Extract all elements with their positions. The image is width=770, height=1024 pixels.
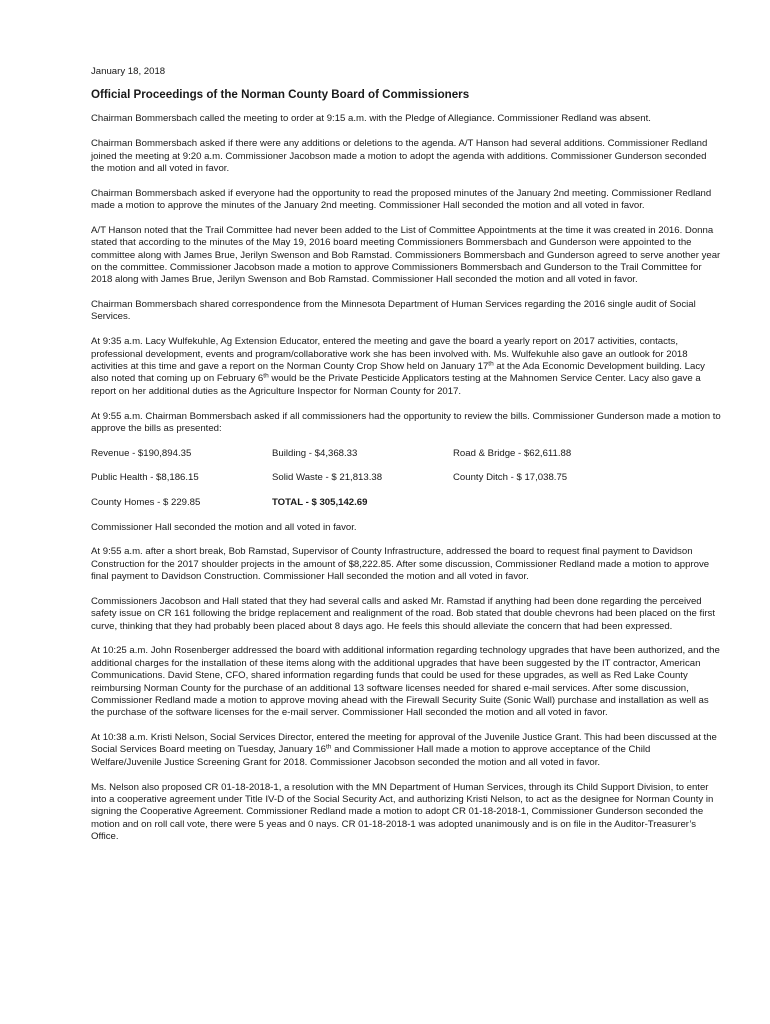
paragraph-technology: At 10:25 a.m. John Rosenberger addressed the board with additional information regarding technology upgrades that have been authorized, and the additional charges for the installation of these items along with the additional upgrades that have been suggested by the IT contractor, American Communications. David Stene, CFO, shared information regarding funds that could be used for these upgrades, as well as Red Lake County reimbursing Norman County for the purchase of an additional 13 software licenses needed for shared e-mail services. After some discussion, Commissioner Redland made a motion to approve moving ahead with the Firewall Security Suite (Sonic Wall) purchase and installation as well as the purchase of the software licenses for the e-mail server. Commissioner Hall seconded the motion and all voted in favor. bbox=[91, 645, 720, 719]
paragraph-juvenile-justice-part1: At 10:38 a.m. Kristi Nelson, Social Services Director, entered the meeting for approval of the Juvenile Justice Grant. This had been discussed at the Social Services Board meeting on Tuesday, January 16 bbox=[91, 732, 717, 756]
ordinal-suffix: th bbox=[326, 743, 332, 751]
paragraph-trail-committee: A/T Hanson noted that the Trail Committee had never been added to the List of Committee Appointments at the time it was created in 2016. Donna stated that according to the minutes of the May 19, 2016 board meeting Commissioners Bommersbach and Gunderson were appointed to the committee along with James Brue, Jerilyn Swenson and Bob Ramstad. Commissioners Bommersbach and Gunderson agreed to serve another year on the committee. Commissioner Jacobson made a motion to approve Commissioners Bommersbach and Gunderson to the Trail Committee for 2018 along with James Brue, Jerilyn Swenson and Bob Ramstad. Commissioner Hall seconded the motion and all voted in favor. bbox=[91, 224, 721, 286]
document-date: January 18, 2018 bbox=[91, 66, 166, 77]
bill-item: Revenue - $190,894.35 bbox=[91, 447, 192, 459]
bill-item: Solid Waste - $ 21,813.38 bbox=[272, 472, 383, 484]
paragraph-bills-intro: At 9:55 a.m. Chairman Bommersbach asked if all commissioners had the opportunity to review the bills. Commissioner Gunderson made a motion to approve the bills as presented: bbox=[91, 410, 721, 434]
paragraph-cr-161: Commissioners Jacobson and Hall stated that they had several calls and asked Mr. Ramstad if anything had been done regarding the perceived safety issue on CR 161 following the bridge replacement and realignment of the road. Bob stated that double chevrons had been placed on the first curve, thinking that they had probably been placed about 8 days ago. He feels this should alleviate the concern that had been expressed. bbox=[91, 595, 715, 632]
bills-row bbox=[91, 448, 721, 460]
paragraph-correspondence: Chairman Bommersbach shared correspondence from the Minnesota Department of Human Services regarding the 2016 single audit of Social Services. bbox=[91, 299, 696, 323]
paragraph-infrastructure: At 9:55 a.m. after a short break, Bob Ramstad, Supervisor of County Infrastructure, addressed the board to request final payment to Davidson Construction for the 2017 shoulder projects in the amount of $8,222.85. After some discussion, Commissioner Redland made a motion to approve final payment to Davidson Construction. Commissioner Hall seconded the motion and all voted in favor. bbox=[91, 546, 710, 583]
paragraph-agenda: Chairman Bommersbach asked if there were any additions or deletions to the agenda. A/T Hanson had several additions. Commissioner Redland joined the meeting at 9:20 a.m. Commissioner Jacobson made a motion to adopt the agenda with additions. Commissioner Gunderson seconded the motion and all voted in favor. bbox=[91, 138, 708, 174]
bill-item: Public Health - $8,186.15 bbox=[91, 472, 199, 484]
bill-item: County Ditch - $ 17,038.75 bbox=[453, 472, 568, 484]
ordinal-suffix: th bbox=[488, 360, 494, 368]
paragraph-extension-report-part1: At 9:35 a.m. Lacy Wulfekuhle, Ag Extension Educator, entered the meeting and gave the board a yearly report on 2017 activities, contacts, professional development, events and program/collaborative work she has been involved with. Ms. Wulfekuhle also gave an outlook for 2018 activities at this time and gave a report on the Norman County Crop Show held on January 17 bbox=[91, 336, 688, 372]
document-page bbox=[91, 66, 721, 856]
bill-item: Road & Bridge - $62,611.88 bbox=[453, 447, 572, 459]
bills-total: TOTAL - $ 305,142.69 bbox=[272, 497, 368, 509]
paragraph-call-to-order: Chairman Bommersbach called the meeting to order at 9:15 a.m. with the Pledge of Allegiance. Commissioner Redland was absent. bbox=[91, 113, 651, 125]
paragraph-juvenile-justice bbox=[91, 732, 721, 769]
paragraph-resolution: Ms. Nelson also proposed CR 01-18-2018-1, a resolution with the MN Department of Human Services, through its Child Support Division, to enter into a cooperative agreement under Title IV-D of the Social Security Act, and authorizing Kristi Nelson, to act as the designee for Norman County in signing the Cooperative Agreement. Commissioner Redland made a motion to adopt CR 01-18-2018-1, Commissioner Gunderson seconded the motion and on roll call vote, there were 5 yeas and 0 nays. CR 01-18-2018-1 was adopted unanimously and is on file in the Auditor-Treasurer’s Office. bbox=[91, 781, 714, 843]
bill-item: County Homes - $ 229.85 bbox=[91, 497, 201, 509]
paragraph-extension-report bbox=[91, 336, 721, 398]
ordinal-suffix: th bbox=[263, 372, 269, 380]
paragraph-bills-approved: Commissioner Hall seconded the motion and all voted in favor. bbox=[91, 521, 357, 533]
bills-table bbox=[91, 448, 721, 510]
paragraph-extension-report-part2: at the Ada Economic Development building. Lacy also noted that coming up on February 6 bbox=[91, 360, 705, 385]
paragraph-extension-report-part3: would be the Private Pesticide Applicators testing at the Mahnomen Service Center. Lacy also gave a report on her additional duties as the Agriculture Inspector for Norman County for 2017. bbox=[91, 373, 701, 397]
document-title: Official Proceedings of the Norman County Board of Commissioners bbox=[91, 88, 470, 102]
bill-item: Building - $4,368.33 bbox=[272, 447, 358, 459]
bills-row bbox=[91, 472, 721, 484]
paragraph-minutes: Chairman Bommersbach asked if everyone had the opportunity to read the proposed minutes of the January 2nd meeting. Commissioner Redland made a motion to approve the minutes of the January 2nd meeting. Commissioner Hall seconded the motion and all voted in favor. bbox=[91, 187, 712, 212]
paragraph-juvenile-justice-part2: and Commissioner Hall made a motion to approve acceptance of the Child Welfare/Juvenile Justice Screening Grant for 2018. Commissioner Jacobson seconded the motion and all voted in favor. bbox=[91, 744, 651, 768]
bills-row bbox=[91, 497, 721, 509]
